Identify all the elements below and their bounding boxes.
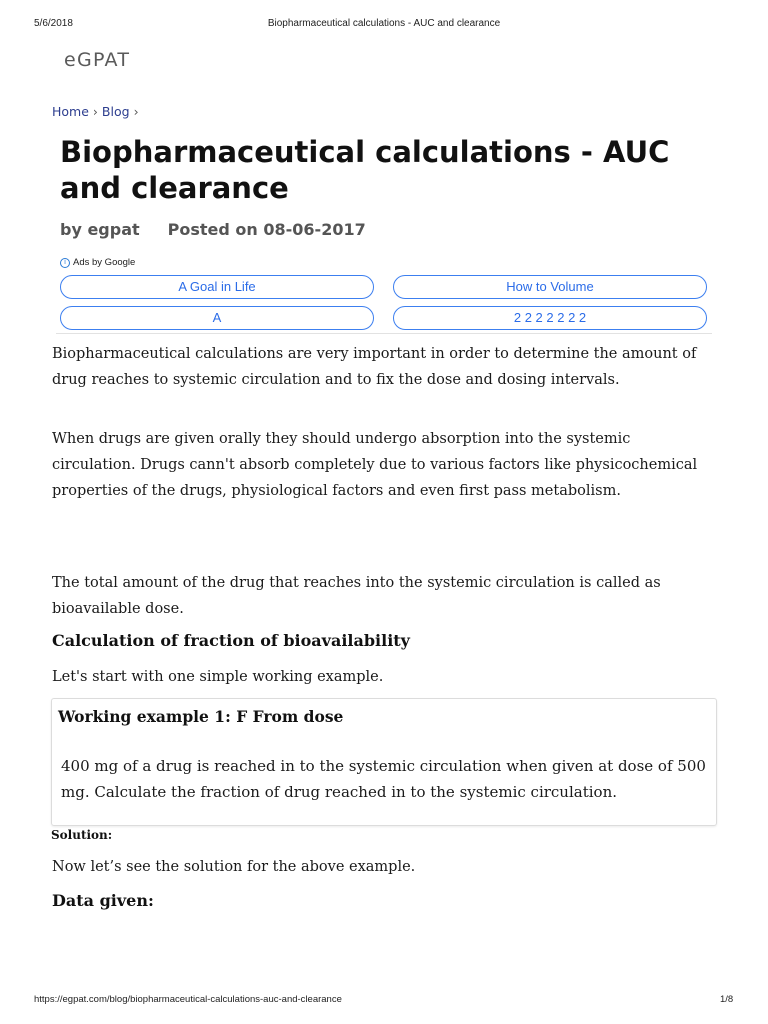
- ad-link-goal-in-life[interactable]: A Goal in Life: [60, 275, 374, 299]
- working-example-title: Working example 1: F From dose: [58, 707, 344, 726]
- absorption-paragraph: When drugs are given orally they should undergo absorption into the systemic circulation. Drugs cann't absorb completely due to various factors like physicochemical properties of the drugs, physiological factors and even first pass metabolism.: [52, 431, 698, 499]
- breadcrumb-home-link[interactable]: Home: [52, 104, 89, 119]
- solution-paragraph: Now let’s see the solution for the above example.: [52, 859, 416, 875]
- author-name: by egpat: [60, 220, 140, 239]
- post-date: Posted on 08-06-2017: [167, 220, 366, 239]
- ad-link-how-to-volume[interactable]: How to Volume: [393, 275, 707, 299]
- data-given-heading: Data given:: [52, 891, 154, 910]
- print-url: https://egpat.com/blog/biopharmaceutical-calculations-auc-and-clearance: [34, 994, 342, 1005]
- breadcrumb-separator: ›: [133, 104, 139, 119]
- site-logo[interactable]: eGPAT: [64, 49, 131, 71]
- ads-by-google-label[interactable]: [60, 257, 135, 268]
- ad-link-2222222[interactable]: 2 2 2 2 2 2 2: [393, 306, 707, 330]
- print-title: Biopharmaceutical calculations - AUC and clearance: [267, 18, 501, 29]
- bioavailable-dose-paragraph: The total amount of the drug that reaches into the systemic circulation is called as bioavailable dose.: [52, 575, 661, 617]
- byline: [60, 220, 366, 239]
- ads-label-text: Ads by Google: [73, 257, 136, 268]
- section-heading-bioavailability: Calculation of fraction of bioavailability: [52, 631, 410, 650]
- print-page-number: 1/8: [720, 994, 734, 1005]
- breadcrumb-blog-link[interactable]: Blog: [101, 104, 130, 119]
- page-title: Biopharmaceutical calculations - AUC and clearance: [60, 135, 670, 205]
- print-date: 5/6/2018: [34, 18, 73, 29]
- example-intro-paragraph: Let's start with one simple working example.: [52, 669, 384, 685]
- breadcrumb: [52, 104, 143, 119]
- intro-paragraph: Biopharmaceutical calculations are very important in order to determine the amount of drug reaches to systemic circulation and to fix the dose and dosing intervals.: [52, 346, 697, 388]
- breadcrumb-separator: ›: [92, 104, 98, 119]
- ad-divider: [56, 333, 712, 334]
- ad-link-a[interactable]: A: [60, 306, 374, 330]
- solution-label: Solution:: [51, 828, 113, 842]
- info-icon: i: [60, 258, 70, 268]
- working-example-text: 400 mg of a drug is reached in to the systemic circulation when given at dose of 500 mg. Calculate the fraction of drug reached in to the systemic circulation.: [61, 757, 706, 801]
